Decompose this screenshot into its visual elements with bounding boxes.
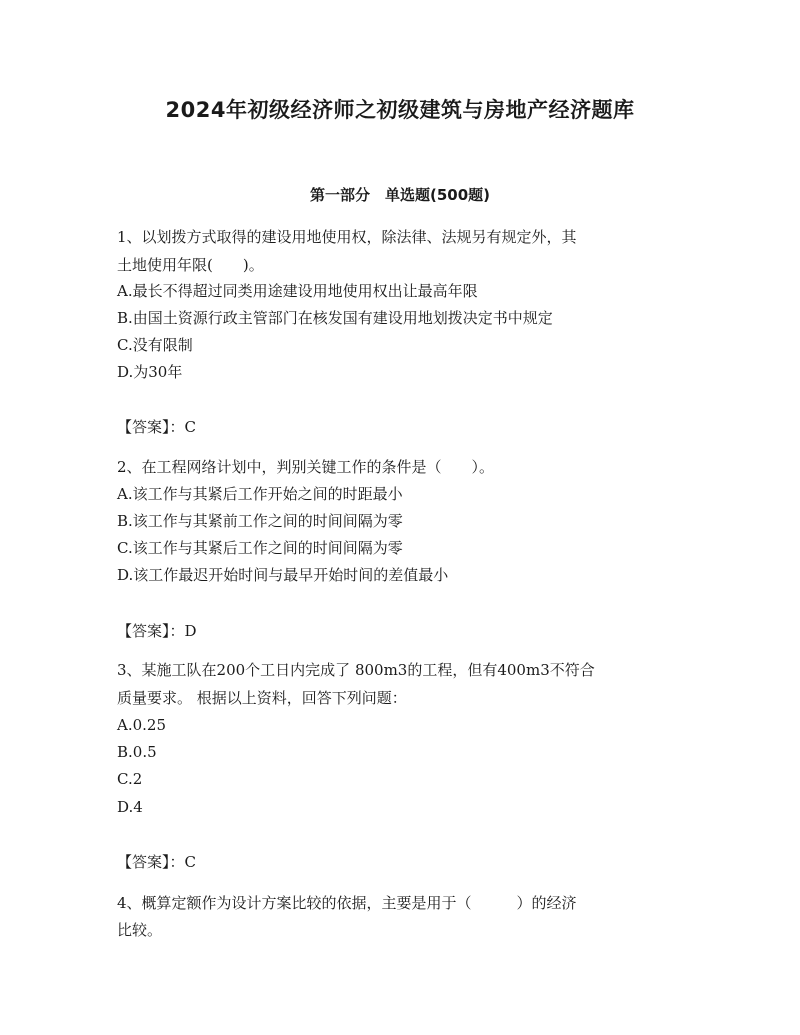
question-2-stem-line-1: 2、在工程网络计划中，判别关键工作的条件是（ ）。 <box>117 458 495 476</box>
question-2-option-d: D.该工作最迟开始时间与最早开始时间的差值最小 <box>117 566 449 584</box>
question-1-option-d: D.为30年 <box>117 363 183 381</box>
question-4-stem-line-1: 4、概算定额作为设计方案比较的依据，主要是用于（ ）的经济 <box>117 894 577 912</box>
question-1-option-b: B.由国土资源行政主管部门在核发国有建设用地划拨决定书中规定 <box>117 309 553 327</box>
question-3-stem-line-2: 质量要求。 根据以上资料，回答下列问题： <box>117 689 407 707</box>
question-2-option-a: A.该工作与其紧后工作开始之间的时距最小 <box>117 485 403 503</box>
question-3-option-a: A.0.25 <box>117 716 166 734</box>
question-1-option-a: A.最长不得超过同类用途建设用地使用权出让最高年限 <box>117 282 478 300</box>
document-title: 2024年初级经济师之初级建筑与房地产经济题库 <box>165 98 635 122</box>
question-2-answer: 【答案】：D <box>117 622 197 640</box>
question-3-answer: 【答案】：C <box>117 853 196 871</box>
question-1-stem-line-2: 土地使用年限( )。 <box>117 256 264 274</box>
question-1-answer: 【答案】：C <box>117 418 196 436</box>
question-3-option-c: C.2 <box>117 770 143 788</box>
question-1-option-c: C.没有限制 <box>117 336 193 354</box>
question-3-stem-line-1: 3、某施工队在200个工日内完成了 800m3的工程，但有400m3不符合 <box>117 661 595 679</box>
question-3-option-b: B.0.5 <box>117 743 157 761</box>
section-title: 第一部分 单选题(500题) <box>309 186 491 204</box>
question-2-option-c: C.该工作与其紧后工作之间的时间间隔为零 <box>117 539 403 557</box>
question-2-option-b: B.该工作与其紧前工作之间的时间间隔为零 <box>117 512 403 530</box>
question-1-stem-line-1: 1、以划拨方式取得的建设用地使用权，除法律、法规另有规定外，其 <box>117 228 577 246</box>
question-3-option-d: D.4 <box>117 798 143 816</box>
question-4-stem-line-2: 比较。 <box>117 921 163 939</box>
